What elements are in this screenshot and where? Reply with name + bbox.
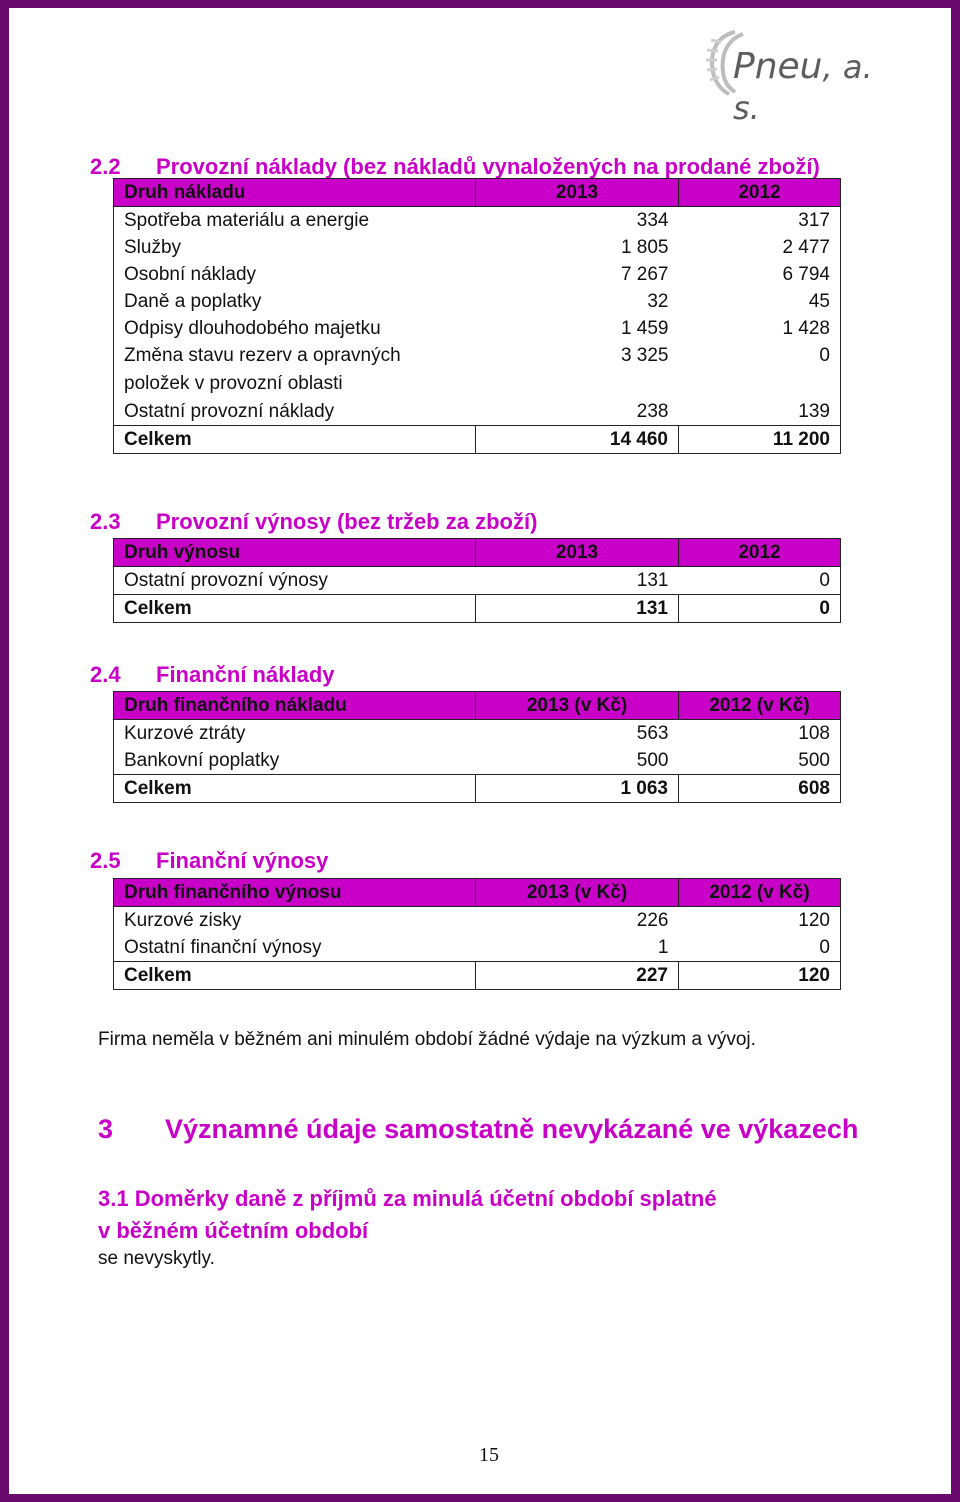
row-label: Daně a poplatky [114, 288, 476, 315]
table-row [114, 315, 841, 342]
table-row [114, 747, 841, 775]
total-label: Celkem [114, 775, 476, 803]
section-2-5-heading [90, 848, 328, 874]
table-row [114, 342, 841, 398]
header-cell: 2012 [679, 539, 841, 567]
header-cell: 2013 (v Kč) [476, 692, 679, 720]
total-2012: 0 [679, 595, 841, 623]
table-financial-costs [113, 691, 841, 803]
table-header-row [114, 179, 841, 207]
section-2-3-heading [90, 509, 537, 535]
value-2012: 0 [679, 567, 841, 595]
page-number: 15 [479, 1444, 499, 1466]
row-label: Spotřeba materiálu a energie [114, 207, 476, 235]
total-label: Celkem [114, 426, 476, 454]
value-2013: 1 [657, 937, 669, 958]
value-2013: 238 [636, 401, 669, 422]
section-title: Finanční náklady [156, 662, 335, 687]
section-title: Finanční výnosy [156, 848, 329, 873]
row-label: Ostatní provozní náklady [114, 398, 476, 426]
table-row [114, 567, 841, 595]
value-2012: 108 [679, 720, 841, 748]
table-row [114, 934, 841, 962]
header-cell: Druh finančního nákladu [114, 692, 476, 720]
table-row [114, 207, 841, 235]
logo-suffix: , a. s. [733, 48, 873, 127]
header-cell: 2012 [679, 179, 841, 207]
table-total-row [114, 962, 841, 990]
value-2012: 45 [679, 288, 841, 315]
section-title: Provozní výnosy (bez tržeb za zboží) [156, 509, 538, 534]
section-number: 2.5 [90, 848, 121, 873]
total-2012: 11 200 [679, 426, 841, 454]
section-3-1-title-line2: v běžném účetním období [98, 1218, 369, 1243]
table-header-row [114, 879, 841, 907]
value-2013: 1 805 [620, 237, 669, 258]
value-2013: 3 325 [620, 345, 669, 366]
table-row [114, 261, 841, 288]
table-row [114, 720, 841, 748]
table-row [114, 907, 841, 935]
row-label: Kurzové zisky [114, 907, 476, 935]
value-2012: 0 [679, 342, 841, 398]
value-2012: 0 [679, 934, 841, 962]
section-3-1-text: se nevyskytly. [98, 1248, 215, 1269]
header-cell: Druh nákladu [114, 179, 476, 207]
value-2012: 1 428 [679, 315, 841, 342]
chapter-title: Významné údaje samostatně nevykázané ve výkazech [165, 1114, 859, 1144]
section-2-4-heading [90, 662, 335, 688]
total-2012: 608 [679, 775, 841, 803]
total-label: Celkem [114, 962, 476, 990]
total-2013: 14 460 [476, 426, 679, 454]
chapter-number: 3 [98, 1114, 114, 1144]
value-2012: 317 [679, 207, 841, 235]
row-label: Změna stavu rezerv a opravných položek v provozní oblasti [114, 342, 476, 398]
value-2013: 226 [636, 910, 669, 931]
total-2013: 227 [476, 962, 679, 990]
row-label: Odpisy dlouhodobého majetku [114, 315, 476, 342]
row-label: Bankovní poplatky [114, 747, 476, 775]
row-label: Ostatní finanční výnosy [114, 934, 476, 962]
section-number: 2.3 [90, 509, 121, 534]
header-cell: Druh výnosu [114, 539, 476, 567]
value-2013: 563 [636, 723, 669, 744]
table-header-row [114, 692, 841, 720]
header-cell: Druh finančního výnosu [114, 879, 476, 907]
total-2012: 120 [679, 962, 841, 990]
table-financial-revenue [113, 878, 841, 990]
section-title: Provozní náklady (bez nákladů vynaložených na prodané zboží) [156, 154, 820, 179]
company-logo [691, 26, 901, 127]
logo-wordmark [733, 46, 901, 128]
header-cell: 2012 (v Kč) [679, 692, 841, 720]
table-row [114, 288, 841, 315]
value-2012: 139 [679, 398, 841, 426]
row-label: Osobní náklady [114, 261, 476, 288]
value-2012: 6 794 [679, 261, 841, 288]
row-label: Služby [114, 234, 476, 261]
section-number: 2.4 [90, 662, 121, 687]
section-3-1-heading [98, 1183, 717, 1247]
row-label: Ostatní provozní výnosy [114, 567, 476, 595]
research-note: Firma neměla v běžném ani minulém období žádné výdaje na výzkum a vývoj. [98, 1029, 756, 1050]
header-cell: 2013 [476, 179, 679, 207]
table-total-row [114, 426, 841, 454]
table-operating-revenue [113, 538, 841, 623]
total-2013: 1 063 [476, 775, 679, 803]
value-2012: 500 [679, 747, 841, 775]
section-2-2-heading [90, 154, 820, 180]
table-row [114, 398, 841, 426]
total-label: Celkem [114, 595, 476, 623]
section-3-1-title-line1: 3.1 Doměrky daně z příjmů za minulá účetní období splatné [98, 1186, 717, 1211]
table-header-row [114, 539, 841, 567]
chapter-3-heading [98, 1114, 858, 1145]
value-2013: 131 [636, 570, 669, 591]
value-2013: 7 267 [620, 264, 669, 285]
header-cell: 2013 (v Kč) [476, 879, 679, 907]
table-row [114, 234, 841, 261]
total-2013: 131 [476, 595, 679, 623]
value-2013: 500 [636, 750, 669, 771]
header-cell: 2012 (v Kč) [679, 879, 841, 907]
value-2013: 1 459 [620, 318, 669, 339]
logo-name: Pneu [733, 46, 823, 87]
table-total-row [114, 775, 841, 803]
table-total-row [114, 595, 841, 623]
value-2012: 2 477 [679, 234, 841, 261]
section-number: 2.2 [90, 154, 121, 179]
value-2012: 120 [679, 907, 841, 935]
value-2013: 334 [636, 210, 669, 231]
header-cell: 2013 [476, 539, 679, 567]
row-label: Kurzové ztráty [114, 720, 476, 748]
table-operating-costs [113, 178, 841, 454]
value-2013: 32 [647, 291, 669, 312]
